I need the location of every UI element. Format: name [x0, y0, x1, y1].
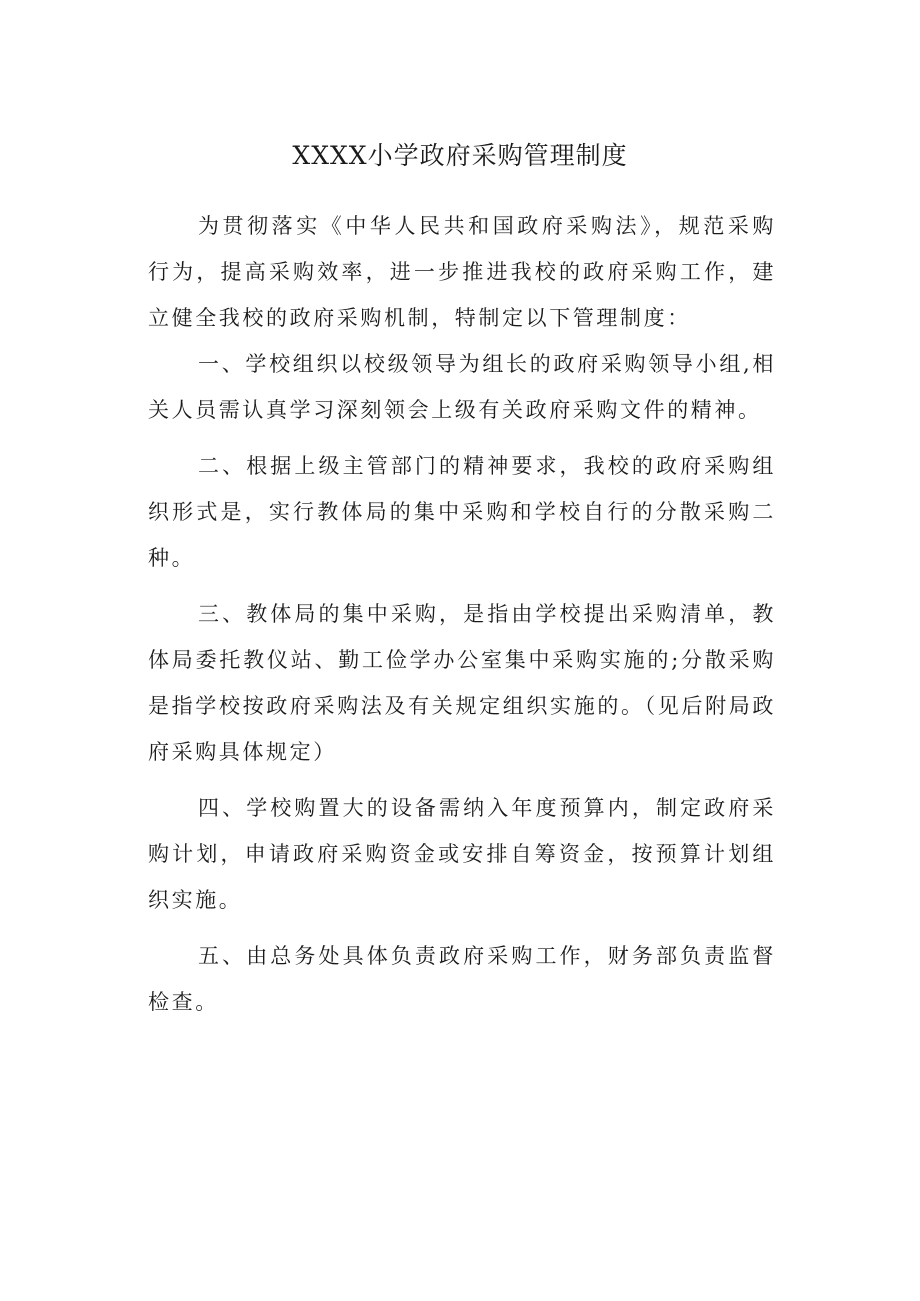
clause-3-paragraph: 三、教体局的集中采购，是指由学校提出采购清单，教体局委托教仪站、勤工俭学办公室集中采购实施的;分散采购是指学校按政府采购法及有关规定组织实施的。（见后附局政府采购具体规定）	[148, 602, 776, 764]
clause-5-paragraph: 五、由总务处具体负责政府采购工作，财务部负责监督检查。	[148, 944, 776, 1014]
intro-paragraph: 为贯彻落实《中华人民共和国政府采购法》，规范采购行为，提高采购效率，进一步推进我校的政府采购工作，建立健全我校的政府采购机制，特制定以下管理制度：	[148, 214, 776, 330]
clause-4-paragraph: 四、学校购置大的设备需纳入年度预算内，制定政府采购计划，申请政府采购资金或安排自筹资金，按预算计划组织实施。	[148, 796, 776, 912]
clause-1-paragraph: 一、学校组织以校级领导为组长的政府采购领导小组,相关人员需认真学习深刻领会上级有关政府采购文件的精神。	[148, 352, 776, 422]
clause-2-paragraph: 二、根据上级主管部门的精神要求，我校的政府采购组织形式是，实行教体局的集中采购和学校自行的分散采购二种。	[148, 454, 776, 570]
document-body	[148, 203, 776, 1035]
document-title: XXXX小学政府采购管理制度	[292, 141, 628, 170]
